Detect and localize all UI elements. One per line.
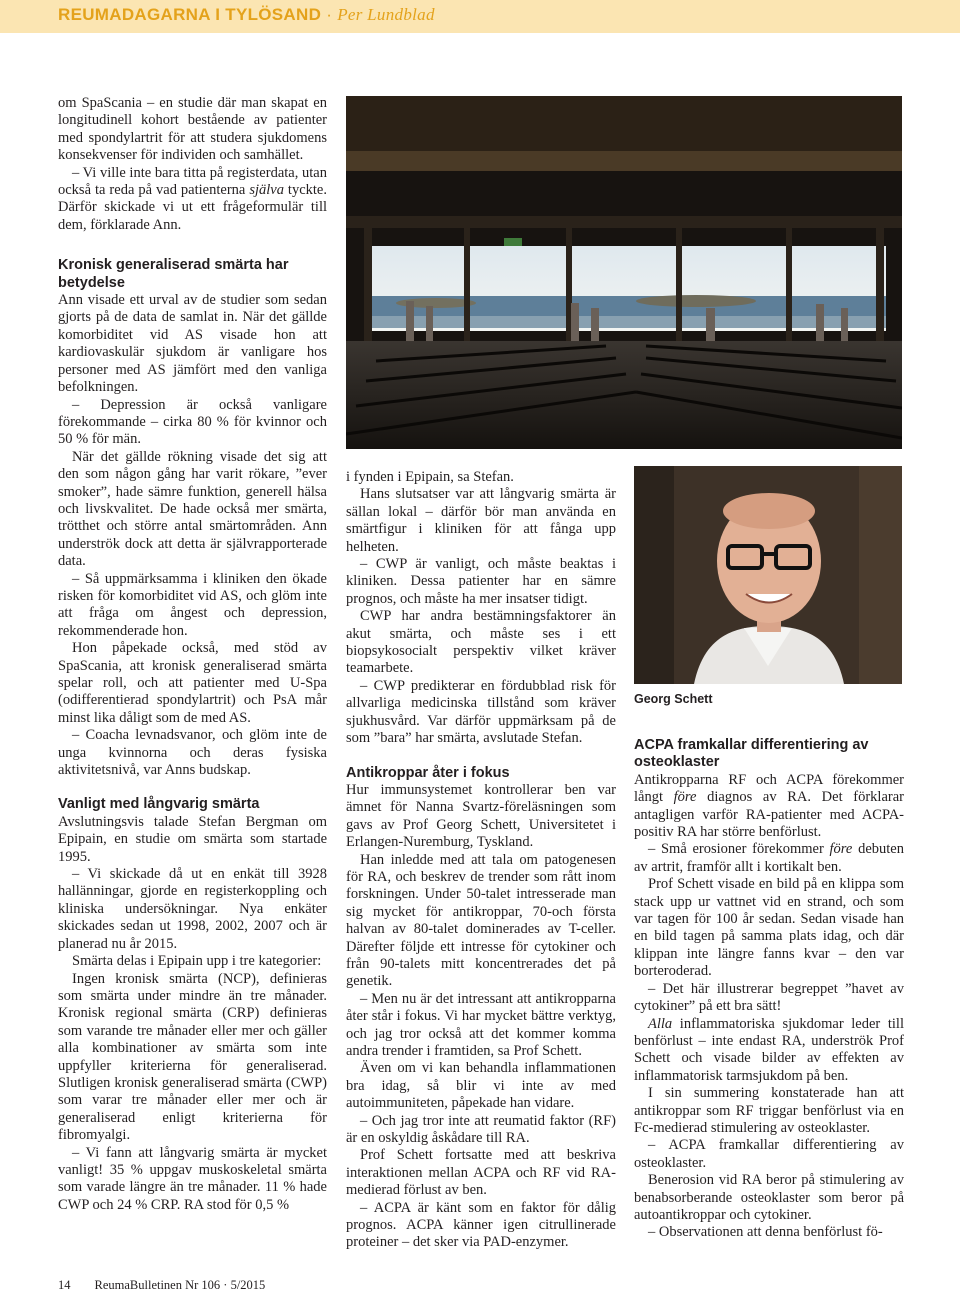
subheading: Vanligt med långvarig smärta (58, 796, 260, 813)
paragraph: om SpaScania – en studie där man skapat en longitudinell kohort bestående av patienter med spondylartrit för att studera sjukdomens konsekvenser för individen och samhället. (58, 95, 327, 164)
paragraph: – Observationen att denna benförlust fö- (648, 1224, 883, 1241)
paragraph: i fynden i Epipain, sa Stefan. (346, 469, 514, 485)
subheading: ACPA framkallar differentiering av osteoklaster (634, 737, 869, 771)
paragraph: – ACPA framkallar differentiering av osteoklaster. (634, 1137, 904, 1171)
paragraph: – Vi skickade då ut en enkät till 3928 hallänningar, gjorde en registerkoppling och kliniska undersökningar. Nya enkäter skickades sedan ut 1998, 2002, 2007 och är planerad nu år 2015. (58, 866, 327, 952)
paragraph: Ingen kronisk smärta (NCP), definieras som smärta under mindre än tre månader. Kronisk regional smärta (CRP) definieras som varande tre månader eller mer och gäller alla kombinationer av smärta som inte uppfyller kriterierna för generaliserad. Slutligen kronisk generaliserad smärta (CWP) som varar tre månader eller mer och är generaliserad enligt kriterierna för fibromyalgi. (58, 970, 327, 1144)
page-number: 14 (58, 1278, 71, 1292)
emphasis: före (829, 841, 853, 858)
paragraph: Hon påpekade också, med stöd av SpaScania, att kronisk generaliserad smärta spelar roll, och att patienter med U-Spa (odifferentierad spondylartrit) och PsA mår minst lika dåligt som de med AS. (58, 640, 327, 726)
text-run: – Vi ville inte bara titta på registerdata, utan också ta reda på vad patienterna (58, 164, 327, 199)
portrait-illustration (634, 466, 902, 684)
paragraph (634, 1016, 904, 1086)
paragraph: – Vi fann att långvarig smärta är mycket vanligt! 35 % uppgav muskoskeletal smärta som varade längre än tre månader. 11 % hade CWP och 24 % CRP. RA stod för 0,5 % (58, 1144, 327, 1213)
paragraph: – Men nu är det intressant att antikropparna åter står i fokus. Vi har mycket bättre verktyg, och jag tror också att det kommer komma andra trender i framtiden, sa Prof Schett. (346, 990, 616, 1059)
paragraph: Avslutningsvis talade Stefan Bergman om Epipain, en studie om smärta som startade 1995. (58, 813, 327, 865)
text-run: diagnos av RA. Det förklarar antagligen varför RA-patienter med ACPA-positiv RA har större benförlust. (634, 789, 904, 841)
section-title (58, 5, 435, 25)
page-footer (58, 1278, 265, 1293)
portrait-caption: Georg Schett (634, 692, 713, 706)
paragraph (634, 772, 904, 842)
paragraph: Hur immunsystemet kontrollerar ben var ämnet för Nanna Svartz-föreläsningen som gavs av Prof Georg Schett, Universitetet i Erlangen-Nuremburg, Tyskland. (346, 781, 616, 851)
paragraph: Benerosion vid RA beror på stimulering av benabsorberande osteoklaster som beror på autoantikroppar och cytokiner. (634, 1172, 904, 1223)
section-name: REUMADAGARNA I TYLÖSAND (58, 5, 322, 24)
paragraph: – Och jag tror inte att reumatid faktor (RF) är en oskyldig åskådare till RA. (346, 1112, 616, 1147)
text-run: debuten av artrit, framför allt i kortikalt ben. (634, 841, 904, 875)
paragraph: – Så uppmärksamma i kliniken den ökade risken för komorbiditet vid AS, och glöm inte att fråga om ångest och depression, rekommenderade hon. (58, 570, 327, 639)
subheading: Kronisk generaliserad smärta har betydelse (58, 257, 289, 291)
author-name: Per Lundblad (337, 5, 435, 24)
paragraph: – Depression är också vanligare förekommande – cirka 80 % för kvinnor och 50 % för män. (58, 396, 327, 448)
paragraph: När det gällde rökning visade det sig att den som någon gång har varit rökare, ”ever smoker”, hade sämre funktion, generell hälsa och livskvalitet. De hade också mer smärta, trötthet och större antal smärtområden. Ann underströk dock att detta är självrapporterade data. (58, 448, 327, 570)
text-run: Antikropparna RF och ACPA förekommer långt (634, 771, 904, 806)
header-band (0, 0, 960, 33)
paragraph: Även om vi kan behandla inflammationen bra idag, så blir vi inte av med autoimmuniteten, påpekade han vidare. (346, 1060, 616, 1112)
text-run: – Små erosioner förekommer (648, 841, 830, 858)
paragraph: Smärta delas i Epipain upp i tre kategorier: (72, 953, 322, 970)
portrait-photo (634, 466, 902, 684)
column-3 (634, 737, 904, 1242)
publication-name: ReumaBulletinen Nr 106 · 5/2015 (94, 1278, 266, 1292)
paragraph: – CWP är vanligt, och måste beaktas i kliniken. Dessa patienter har en sämre prognos, och måste ha mer insatser tidigt. (346, 556, 616, 607)
column-1 (58, 95, 327, 1214)
column-2 (346, 469, 616, 1252)
paragraph: Ann visade ett urval av de studier som sedan gjorts på de data de samlat in. När det gällde komorbiditet vid AS visade hon att kardiovaskulär sjukdom är vanligare hos personer med AS jämfört med den vanliga befolkningen. (58, 292, 327, 396)
paragraph: Hans slutsatser var att långvarig smärta är sällan lokal – därför bör man använda en smärtfigur i kliniken för att fånga upp helheten. (346, 486, 616, 555)
paragraph: I sin summering konstaterade han att antikroppar som RF triggar benförlust via en Fc-medierad stimulering av osteoklaster. (634, 1085, 904, 1136)
emphasis: Alla (648, 1015, 673, 1032)
title-separator: · (326, 5, 333, 24)
text-run: inflammatoriska sjukdomar leder till benförlust – inte endast RA, underströk Prof Schett och visade bilder av effekten av inflammatorisk tarmsjukdom på ben. (634, 1015, 904, 1084)
paragraph (634, 841, 904, 876)
paragraph: Prof Schett fortsatte med att beskriva interaktionen mellan ACPA och RF vid RA-medierad förlust av ben. (346, 1147, 616, 1199)
venue-photo-illustration (346, 96, 902, 449)
subheading: Antikroppar åter i fokus (346, 764, 510, 781)
paragraph: – Coacha levnadsvanor, och glöm inte de unga kvinnorna och deras fysiska aktivitetsnivå, var Anns budskap. (58, 727, 327, 779)
paragraph: – ACPA är känt som en faktor för dålig prognos. ACPA känner igen citrullinerade proteiner – det sker via PAD-enzymer. (346, 1199, 616, 1251)
paragraph: – Det här illustrerar begreppet ”havet av cytokiner” på ett bra sätt! (634, 980, 904, 1015)
emphasis: före (673, 789, 697, 806)
paragraph: – CWP predikterar en fördubblad risk för allvarliga medicinska tillstånd som kräver sjukhusvård. Var därför uppmärksam på de som ”bara” har smärta, avslutade Stefan. (346, 677, 616, 747)
paragraph: Prof Schett visade en bild på en klippa som stack upp ur vattnet vid en strand, och som var tagen för 100 år sedan. Sedan visade han en bild tagen på samma plats idag, och där klippan inte längre fanns kvar – den var borteroderad. (634, 876, 904, 980)
emphasis: själva (249, 182, 284, 199)
paragraph: CWP har andra bestämningsfaktorer än akut smärta, och måste ses i ett biopsykosocialt perspektiv vilket kräver teamarbete. (346, 608, 616, 677)
paragraph (58, 165, 327, 235)
text-run: tyckte. Därför skickade vi ut ett frågeformulär till dem, förklarade Ann. (58, 182, 327, 233)
venue-photo (346, 96, 902, 449)
paragraph: Han inledde med att tala om patogenesen för RA, och beskrev de trender som rått inom forskningen. Under 50-talet intresserade man sig mycket för antikroppar, 70-och första halvan av 80-talet dominerades av T-celler. Därefter följde ett intresse för cytokiner och från 90-talets mitt koncentrerades det på genetik. (346, 851, 616, 990)
